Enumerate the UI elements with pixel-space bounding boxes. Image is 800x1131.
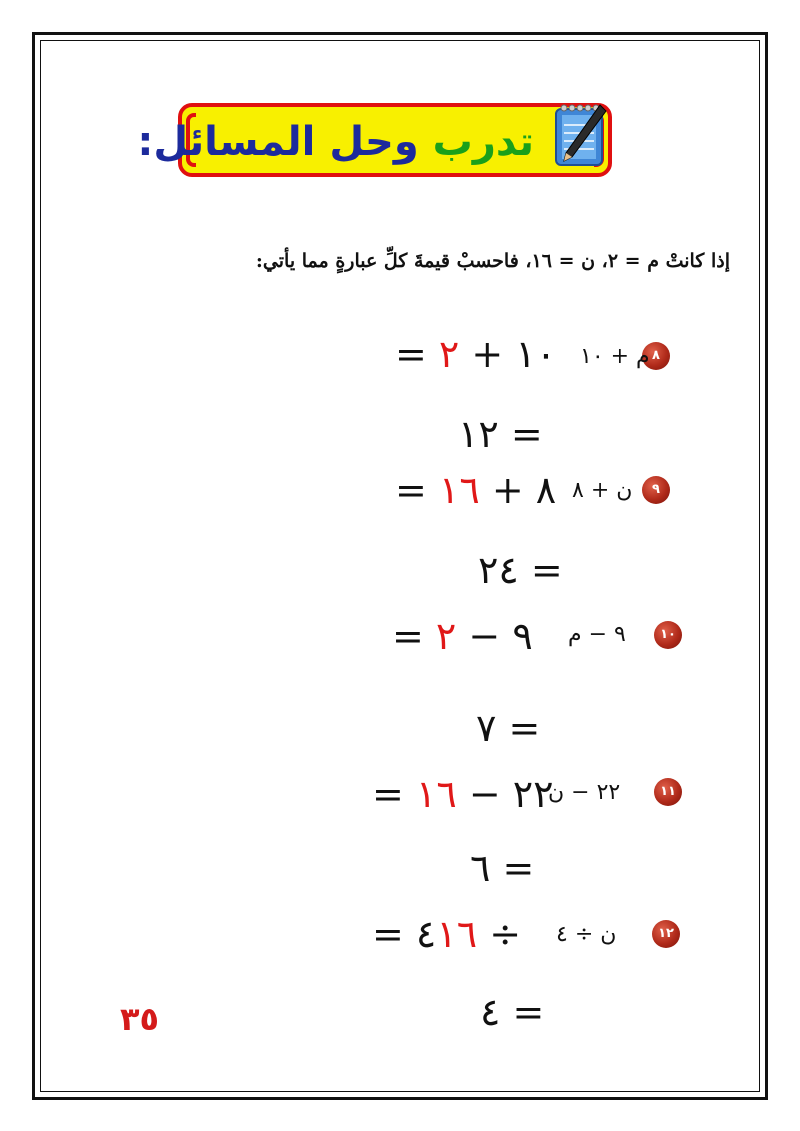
solution-line-1 bbox=[395, 332, 556, 376]
solution-line-1 bbox=[372, 772, 554, 816]
equals-sign: = bbox=[372, 912, 416, 956]
problem-expression: ٢٢ − ن bbox=[548, 780, 621, 805]
tail-term: ٨ + bbox=[479, 468, 557, 512]
solution-line-2: = ٢٤ bbox=[478, 548, 563, 592]
solution-line-2: = ٦ bbox=[470, 846, 535, 890]
problem-expression: ٩ − م bbox=[568, 622, 626, 647]
problem-number-badge: ٨ bbox=[642, 342, 670, 370]
problem-number-badge: ١٠ bbox=[654, 621, 682, 649]
solution-line-1 bbox=[395, 468, 556, 512]
problem-number-badge: ١٢ bbox=[652, 920, 680, 948]
tail-term: ٢٢ − bbox=[456, 772, 554, 816]
equals-sign: = bbox=[372, 772, 416, 816]
equals-sign: = bbox=[395, 468, 439, 512]
problem-expression: ن + ٨ bbox=[572, 478, 633, 503]
substituted-value: ٢ bbox=[438, 332, 460, 376]
solution-line-2: = ٤ bbox=[480, 990, 545, 1034]
solution-line-2: = ٧ bbox=[476, 706, 541, 750]
problem-number-badge: ٩ bbox=[642, 476, 670, 504]
problem-expression: ن ÷ ٤ bbox=[556, 922, 617, 947]
title-rest: وحل المسائل: bbox=[137, 119, 433, 165]
title-word-practice: تدرب bbox=[432, 119, 534, 165]
notepad-pencil-icon bbox=[548, 99, 610, 171]
solution-line-2: = ١٢ bbox=[458, 412, 543, 456]
substituted-value: ١٦ bbox=[415, 772, 457, 816]
substituted-value: ٢ bbox=[435, 614, 457, 658]
substituted-value: ١٦ bbox=[438, 468, 480, 512]
solution-line-1 bbox=[392, 614, 533, 658]
title-banner bbox=[137, 103, 612, 177]
equals-sign: = bbox=[392, 614, 436, 658]
tail-term: ١٠ + bbox=[459, 332, 557, 376]
tail-term: ÷ ٤ bbox=[415, 912, 522, 956]
solution-line-1 bbox=[372, 912, 521, 956]
tail-term: ٩ − bbox=[456, 614, 533, 658]
page-title bbox=[137, 113, 534, 171]
page-number: ٣٥ bbox=[120, 1000, 160, 1038]
problem-expression: م + ١٠ bbox=[580, 344, 650, 369]
substituted-value: ١٦ bbox=[436, 912, 478, 956]
problem-number-badge: ١١ bbox=[654, 778, 682, 806]
instruction-text: إذا كانتْ م = ٢، ن = ١٦، فاحسبْ قيمةَ كلِّ عبارةٍ مما يأتي: bbox=[255, 250, 730, 272]
equals-sign: = bbox=[395, 332, 439, 376]
